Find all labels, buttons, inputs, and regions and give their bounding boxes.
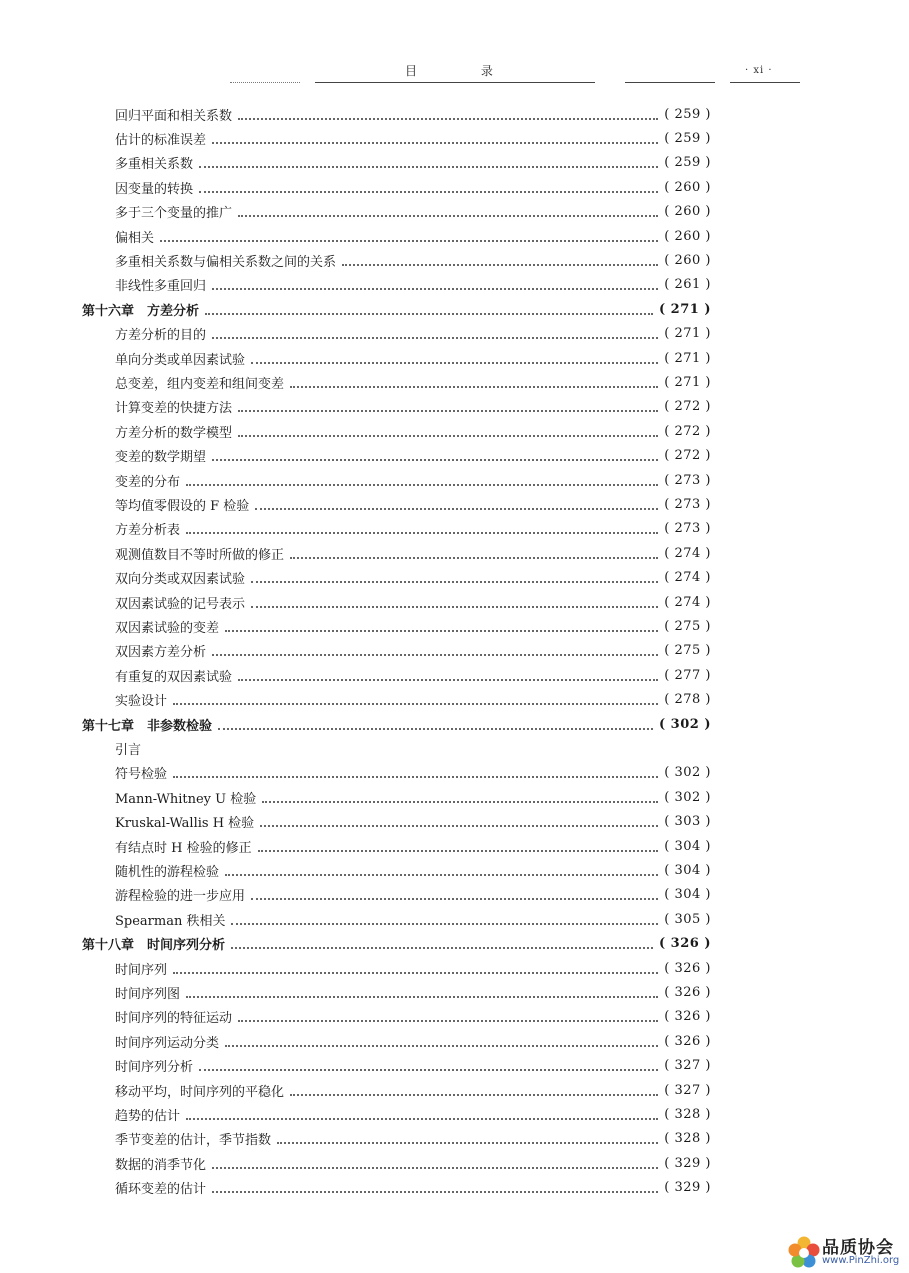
dot-leader xyxy=(251,580,658,583)
header-rule xyxy=(315,82,595,83)
dot-leader xyxy=(290,385,658,388)
toc-entry-label: 时间序列的特征运动 xyxy=(115,1011,233,1027)
toc-entry-label: 回归平面和相关系数 xyxy=(115,108,233,124)
toc-entry-label: 等均值零假设的 F 检验 xyxy=(115,498,250,514)
header-rule xyxy=(625,82,715,83)
toc-entry-label: 实验设计 xyxy=(115,694,168,710)
dot-leader xyxy=(173,702,658,705)
toc-entry-page: ( 302 ) xyxy=(659,716,711,732)
dot-leader xyxy=(277,1141,658,1144)
dot-leader xyxy=(225,873,658,876)
dot-leader xyxy=(255,507,658,510)
dot-leader xyxy=(225,1044,658,1047)
toc-entry-label: 计算变差的快捷方法 xyxy=(115,401,233,417)
toc-entry-row xyxy=(115,1128,711,1150)
toc-entry-page: ( 329 ) xyxy=(664,1180,711,1196)
toc-entry-row xyxy=(115,567,711,589)
toc-entry-label: 单向分类或单因素试验 xyxy=(115,352,246,368)
toc-entry-row xyxy=(115,981,711,1003)
dot-leader xyxy=(212,287,658,290)
dot-leader xyxy=(258,849,659,852)
toc-entry-label: 第十七章 非参数检验 xyxy=(82,718,213,734)
toc-entry-row xyxy=(115,1103,711,1125)
dot-leader xyxy=(186,531,658,534)
toc-entry-page: ( 277 ) xyxy=(664,667,711,683)
toc-entry-page: ( 327 ) xyxy=(664,1082,711,1098)
dot-leader xyxy=(238,678,658,681)
toc-entry-page: ( 275 ) xyxy=(664,618,711,634)
toc-chapter-row xyxy=(82,713,711,735)
toc-entry-label: 趋势的估计 xyxy=(115,1108,181,1124)
toc-entry-row xyxy=(115,445,711,467)
toc-entry-page: ( 274 ) xyxy=(664,570,711,586)
toc-entry-row xyxy=(115,127,711,149)
toc-entry-label: 双向分类或双因素试验 xyxy=(115,572,246,588)
dot-leader xyxy=(212,336,658,339)
toc-entry-label: 因变量的转换 xyxy=(115,181,194,197)
toc-entry-label: 偏相关 xyxy=(115,230,155,246)
toc-entry-label: 非线性多重回归 xyxy=(115,279,207,295)
toc-entry-label: 多重相关系数 xyxy=(115,157,194,173)
toc-entry-row xyxy=(115,884,711,906)
toc-entry-page: ( 302 ) xyxy=(664,765,711,781)
dot-leader xyxy=(290,1093,658,1096)
dot-leader xyxy=(251,361,658,364)
toc-entry-row xyxy=(115,103,711,125)
toc-entry-row xyxy=(115,518,711,540)
toc-entry-row xyxy=(115,640,711,662)
toc-entry-row xyxy=(115,396,711,418)
toc-entry-label: 多重相关系数与偏相关系数之间的关系 xyxy=(115,254,337,270)
toc-entry-label: Spearman 秩相关 xyxy=(115,913,226,929)
toc-entry-label: 估计的标准误差 xyxy=(115,132,207,148)
toc-entry-label: 时间序列 xyxy=(115,962,168,978)
toc-entry-row xyxy=(115,664,711,686)
toc-entry-page: ( 260 ) xyxy=(664,179,711,195)
toc-chapter-row xyxy=(82,933,711,955)
dot-leader xyxy=(212,1166,658,1169)
dot-leader xyxy=(290,556,658,559)
dot-leader xyxy=(238,434,658,437)
dot-leader xyxy=(251,605,658,608)
toc-entry-row xyxy=(115,859,711,881)
toc-entry-label: 循环变差的估计 xyxy=(115,1182,207,1198)
toc-entry-label: 有结点时 H 检验的修正 xyxy=(115,840,252,856)
toc-entry-page: ( 305 ) xyxy=(664,911,711,927)
dot-leader xyxy=(231,946,653,949)
toc-entry-label: 双因素试验的变差 xyxy=(115,620,220,636)
toc-entry-page: ( 271 ) xyxy=(659,301,711,317)
toc-entry-label: 时间序列运动分类 xyxy=(115,1035,220,1051)
toc-chapter-row xyxy=(82,298,711,320)
dot-leader xyxy=(251,897,658,900)
logo-url: www.PinZhi.org xyxy=(822,1255,900,1266)
dot-leader xyxy=(342,263,658,266)
toc-entry-page: ( 326 ) xyxy=(664,960,711,976)
toc-entry-page: ( 275 ) xyxy=(664,643,711,659)
header-rule xyxy=(230,82,300,83)
toc-entry-page: ( 273 ) xyxy=(664,472,711,488)
dot-leader xyxy=(260,824,658,827)
toc-entry-page: ( 259 ) xyxy=(664,106,711,122)
toc-entry-label: Mann-Whitney U 检验 xyxy=(115,791,257,807)
toc-entry-row xyxy=(115,1030,711,1052)
toc-entry-page: ( 272 ) xyxy=(664,399,711,415)
header-rule xyxy=(730,82,800,83)
toc-entry-row xyxy=(115,1006,711,1028)
toc-entry-page: ( 273 ) xyxy=(664,496,711,512)
dot-leader xyxy=(212,458,658,461)
dot-leader xyxy=(212,141,658,144)
toc-entry-row xyxy=(115,1055,711,1077)
dot-leader xyxy=(205,312,653,315)
toc-entry-label: 方差分析表 xyxy=(115,523,181,539)
toc-entry-label: 观测值数目不等时所做的修正 xyxy=(115,547,285,563)
toc-entry-page: ( 329 ) xyxy=(664,1155,711,1171)
toc-entry-page: ( 326 ) xyxy=(659,936,711,952)
toc-entry-label: 时间序列分析 xyxy=(115,1060,194,1076)
toc-entry-row xyxy=(115,493,711,515)
toc-entry-label: 双因素试验的记号表示 xyxy=(115,596,246,612)
toc-entry-row xyxy=(115,420,711,442)
toc-entry-row xyxy=(115,615,711,637)
toc-entry-row xyxy=(115,1152,711,1174)
toc-entry-label: 方差分析的数学模型 xyxy=(115,425,233,441)
toc-entry-row xyxy=(115,201,711,223)
header-title: 目 录 xyxy=(405,64,523,78)
dot-leader xyxy=(218,727,653,730)
toc-entry-label: 时间序列图 xyxy=(115,986,181,1002)
toc-entry-label: 第十八章 时间序列分析 xyxy=(82,938,226,954)
toc-entry-label: 随机性的游程检验 xyxy=(115,864,220,880)
toc-entry-row xyxy=(115,249,711,271)
toc-entry-label: 移动平均，时间序列的平稳化 xyxy=(115,1084,285,1100)
toc-entry-label: Kruskal-Wallis H 检验 xyxy=(115,816,255,832)
toc-entry-page: ( 260 ) xyxy=(664,204,711,220)
toc-entry-row xyxy=(115,323,711,345)
toc-entry-row xyxy=(115,786,711,808)
toc-entry-row xyxy=(115,908,711,930)
toc-entry-page: ( 328 ) xyxy=(664,1106,711,1122)
toc-entry-page: ( 303 ) xyxy=(664,814,711,830)
dot-leader xyxy=(199,1068,658,1071)
header-page-number: · xi · xyxy=(745,65,773,76)
toc-entry-label: 多于三个变量的推广 xyxy=(115,206,233,222)
toc-entry-page: ( 327 ) xyxy=(664,1058,711,1074)
toc-entry-row xyxy=(115,542,711,564)
toc-entry-page: ( 326 ) xyxy=(664,1009,711,1025)
dot-leader xyxy=(199,165,658,168)
toc-entry-page: ( 261 ) xyxy=(664,277,711,293)
toc-entry-page: ( 278 ) xyxy=(664,692,711,708)
toc-entry-row xyxy=(115,152,711,174)
dot-leader xyxy=(199,190,658,193)
toc-entry-label: 有重复的双因素试验 xyxy=(115,669,233,685)
dot-leader xyxy=(173,971,658,974)
toc-entry-row xyxy=(115,347,711,369)
logo-name: 品质协会 xyxy=(822,1238,894,1258)
toc-entry-row xyxy=(115,762,711,784)
toc-entry-label: 变差的数学期望 xyxy=(115,450,207,466)
dot-leader xyxy=(238,214,658,217)
toc-entry-page: ( 259 ) xyxy=(664,130,711,146)
toc-entry-page: ( 328 ) xyxy=(664,1131,711,1147)
toc-entry-page: ( 271 ) xyxy=(664,326,711,342)
toc-entry-page: ( 326 ) xyxy=(664,984,711,1000)
toc-entry-label: 双因素方差分析 xyxy=(115,645,207,661)
toc-entry-row xyxy=(115,371,711,393)
dot-leader xyxy=(186,995,658,998)
toc-entry-page: ( 304 ) xyxy=(664,838,711,854)
toc-entry-page: ( 304 ) xyxy=(664,887,711,903)
toc-entry-label: 游程检验的进一步应用 xyxy=(115,889,246,905)
toc-entry-page: ( 271 ) xyxy=(664,350,711,366)
dot-leader xyxy=(238,409,658,412)
flower-logo-icon xyxy=(786,1234,822,1270)
toc-entry-page: ( 304 ) xyxy=(664,862,711,878)
dot-leader xyxy=(212,1190,658,1193)
toc-entry-label: 方差分析的目的 xyxy=(115,328,207,344)
toc-entry-page: ( 259 ) xyxy=(664,155,711,171)
dot-leader xyxy=(231,922,658,925)
toc-entry-row xyxy=(115,689,711,711)
toc-entry-row xyxy=(115,1177,711,1199)
toc-entry-page: ( 260 ) xyxy=(664,228,711,244)
toc-entry-row xyxy=(115,469,711,491)
dot-leader xyxy=(262,800,658,803)
toc-entry-row xyxy=(115,176,711,198)
toc-entry-row xyxy=(115,591,711,613)
toc-entry-page: ( 260 ) xyxy=(664,252,711,268)
toc-entry-page: ( 272 ) xyxy=(664,448,711,464)
dot-leader xyxy=(238,1019,658,1022)
dot-leader xyxy=(186,483,658,486)
toc-entry-row xyxy=(115,274,711,296)
toc-entry-label: 季节变差的估计，季节指数 xyxy=(115,1133,272,1149)
toc-entry-page: ( 273 ) xyxy=(664,521,711,537)
dot-leader xyxy=(225,629,658,632)
toc-entry-page: ( 274 ) xyxy=(664,594,711,610)
toc-entry-page: ( 271 ) xyxy=(664,374,711,390)
toc-entry-label: 总变差，组内变差和组间变差 xyxy=(115,376,285,392)
toc-entry-row xyxy=(115,737,711,759)
dot-leader xyxy=(186,1117,658,1120)
dot-leader xyxy=(160,239,658,242)
toc-entry-label: 第十六章 方差分析 xyxy=(82,303,200,319)
toc-entry-row xyxy=(115,835,711,857)
toc-entry-label: 符号检验 xyxy=(115,767,168,783)
watermark-logo xyxy=(786,1232,906,1270)
toc-entry-page: ( 302 ) xyxy=(664,789,711,805)
toc-entry-row xyxy=(115,1079,711,1101)
dot-leader xyxy=(173,775,658,778)
toc-entry-page: ( 272 ) xyxy=(664,423,711,439)
toc-entry-label: 变差的分布 xyxy=(115,474,181,490)
toc-entry-row xyxy=(115,225,711,247)
toc-entry-row xyxy=(115,811,711,833)
toc-entry-page: ( 274 ) xyxy=(664,545,711,561)
toc-entry-label: 引言 xyxy=(115,742,142,758)
toc-entry-page: ( 326 ) xyxy=(664,1033,711,1049)
toc-entry-row xyxy=(115,957,711,979)
toc-entry-label: 数据的消季节化 xyxy=(115,1157,207,1173)
dot-leader xyxy=(238,117,658,120)
running-header xyxy=(0,58,909,88)
dot-leader xyxy=(212,653,658,656)
